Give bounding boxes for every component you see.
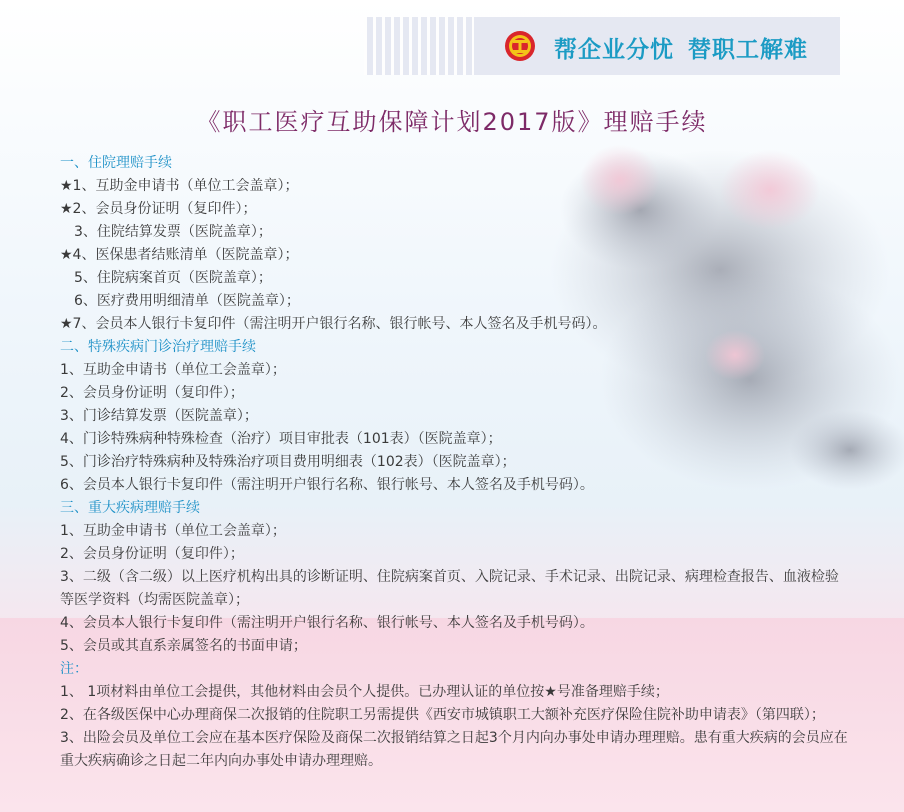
- banner-slogan-part2: 替职工解难: [688, 37, 808, 63]
- list-item: 5、会员或其直系亲属签名的书面申请；: [60, 638, 307, 654]
- list-item: 2、会员身份证明（复印件）；: [60, 546, 244, 562]
- list-item: 5、住院病案首页（医院盖章）；: [74, 270, 272, 286]
- list-item: 1、互助金申请书（单位工会盖章）；: [60, 362, 286, 378]
- note-item: 2、在各级医保中心办理商保二次报销的住院职工另需提供《西安市城镇职工大额补充医疗保险住院补助申请表》（第四联）；: [60, 707, 825, 723]
- list-item: 6、医疗费用明细清单（医院盖章）；: [74, 293, 300, 309]
- section-heading-major-disease: 三、重大疾病理赔手续: [60, 500, 200, 516]
- list-item: 2、会员身份证明（复印件）；: [60, 385, 244, 401]
- list-item: 4、门诊特殊病种特殊检查（治疗）项目审批表（101表）（医院盖章）；: [60, 431, 502, 447]
- list-item: ★4、医保患者结账清单（医院盖章）；: [60, 247, 299, 263]
- list-item: ★7、会员本人银行卡复印件（需注明开户银行名称、银行帐号、本人签名及手机号码）。: [60, 316, 607, 332]
- section-heading-special-disease: 二、特殊疾病门诊治疗理赔手续: [60, 339, 256, 355]
- list-item: 3、门诊结算发票（医院盖章）；: [60, 408, 258, 424]
- list-item: 3、二级（含二级）以上医疗机构出具的诊断证明、住院病案首页、入院记录、手术记录、出院记录、病理检查报告、血液检验等医学资料（均需医院盖章）；: [60, 569, 839, 608]
- trade-union-logo-icon: [504, 30, 536, 62]
- page-title: 《职工医疗互助保障计划2017版》理赔手续: [196, 108, 708, 136]
- banner-slogan-part1: 帮企业分忧: [554, 37, 674, 63]
- notes-heading: 注：: [60, 661, 88, 677]
- claim-procedures: [60, 152, 850, 773]
- header-banner: [364, 17, 840, 75]
- list-item: 6、会员本人银行卡复印件（需注明开户银行名称、银行帐号、本人签名及手机号码）。: [60, 477, 594, 493]
- list-item: 4、会员本人银行卡复印件（需注明开户银行名称、银行帐号、本人签名及手机号码）。: [60, 615, 594, 631]
- list-item: ★1、互助金申请书（单位工会盖章）；: [60, 178, 299, 194]
- section-heading-hospitalization: 一、住院理赔手续: [60, 155, 172, 171]
- note-item: 1、 1项材料由单位工会提供，其他材料由会员个人提供。已办理认证的单位按★号准备理赔手续；: [60, 684, 669, 700]
- banner-stripes: [364, 17, 474, 75]
- list-item: 5、门诊治疗特殊病种及特殊治疗项目费用明细表（102表）（医院盖章）；: [60, 454, 516, 470]
- list-item: 1、互助金申请书（单位工会盖章）；: [60, 523, 286, 539]
- list-item: 3、住院结算发票（医院盖章）；: [74, 224, 272, 240]
- note-item: 3、出险会员及单位工会应在基本医疗保险及商保二次报销结算之日起3个月内向办事处申请办理理赔。患有重大疾病的会员应在重大疾病确诊之日起二年内向办事处申请办理理赔。: [60, 730, 848, 769]
- list-item: ★2、会员身份证明（复印件）；: [60, 201, 257, 217]
- banner-slogan: [554, 31, 808, 64]
